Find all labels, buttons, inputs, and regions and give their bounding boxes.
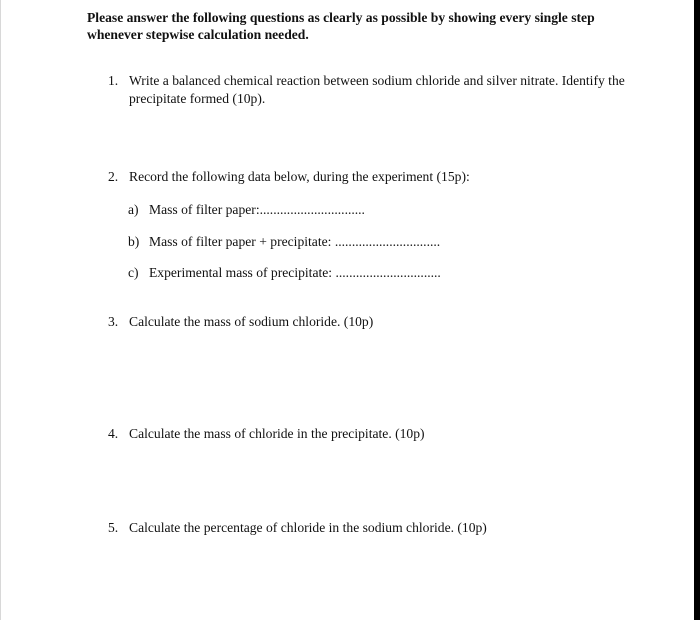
subitem-letter: a) (128, 202, 139, 217)
subitem-c (128, 264, 441, 282)
instructions-text: Please answer the following questions as clearly as possible by showing every single step whenever stepwise calculation needed. (87, 10, 595, 42)
question-number: 5. (108, 520, 119, 535)
question-number: 3. (108, 314, 119, 329)
subitem-text: Mass of filter paper:............................... (149, 202, 365, 217)
question-text: Calculate the mass of sodium chloride. (10p) (129, 314, 374, 329)
page-right-edge (694, 0, 700, 620)
question-number: 4. (108, 426, 119, 441)
subitem-text: Experimental mass of precipitate: ............................... (149, 265, 441, 280)
page-left-edge (0, 0, 1, 620)
question-number: 2. (108, 169, 119, 184)
question-text: Write a balanced chemical reaction between sodium chloride and silver nitrate. Identify the precipitate formed (10p). (129, 73, 625, 106)
subitem-letter: b) (128, 234, 140, 249)
question-text: Calculate the mass of chloride in the precipitate. (10p) (129, 426, 425, 441)
question-number: 1. (108, 73, 119, 88)
question-text: Calculate the percentage of chloride in the sodium chloride. (10p) (129, 520, 487, 535)
subitem-text: Mass of filter paper + precipitate: ............................... (149, 234, 441, 249)
question-text: Record the following data below, during the experiment (15p): (129, 169, 470, 184)
subitem-letter: c) (128, 265, 139, 280)
subitem-a (128, 201, 365, 219)
subitem-b (128, 233, 440, 251)
